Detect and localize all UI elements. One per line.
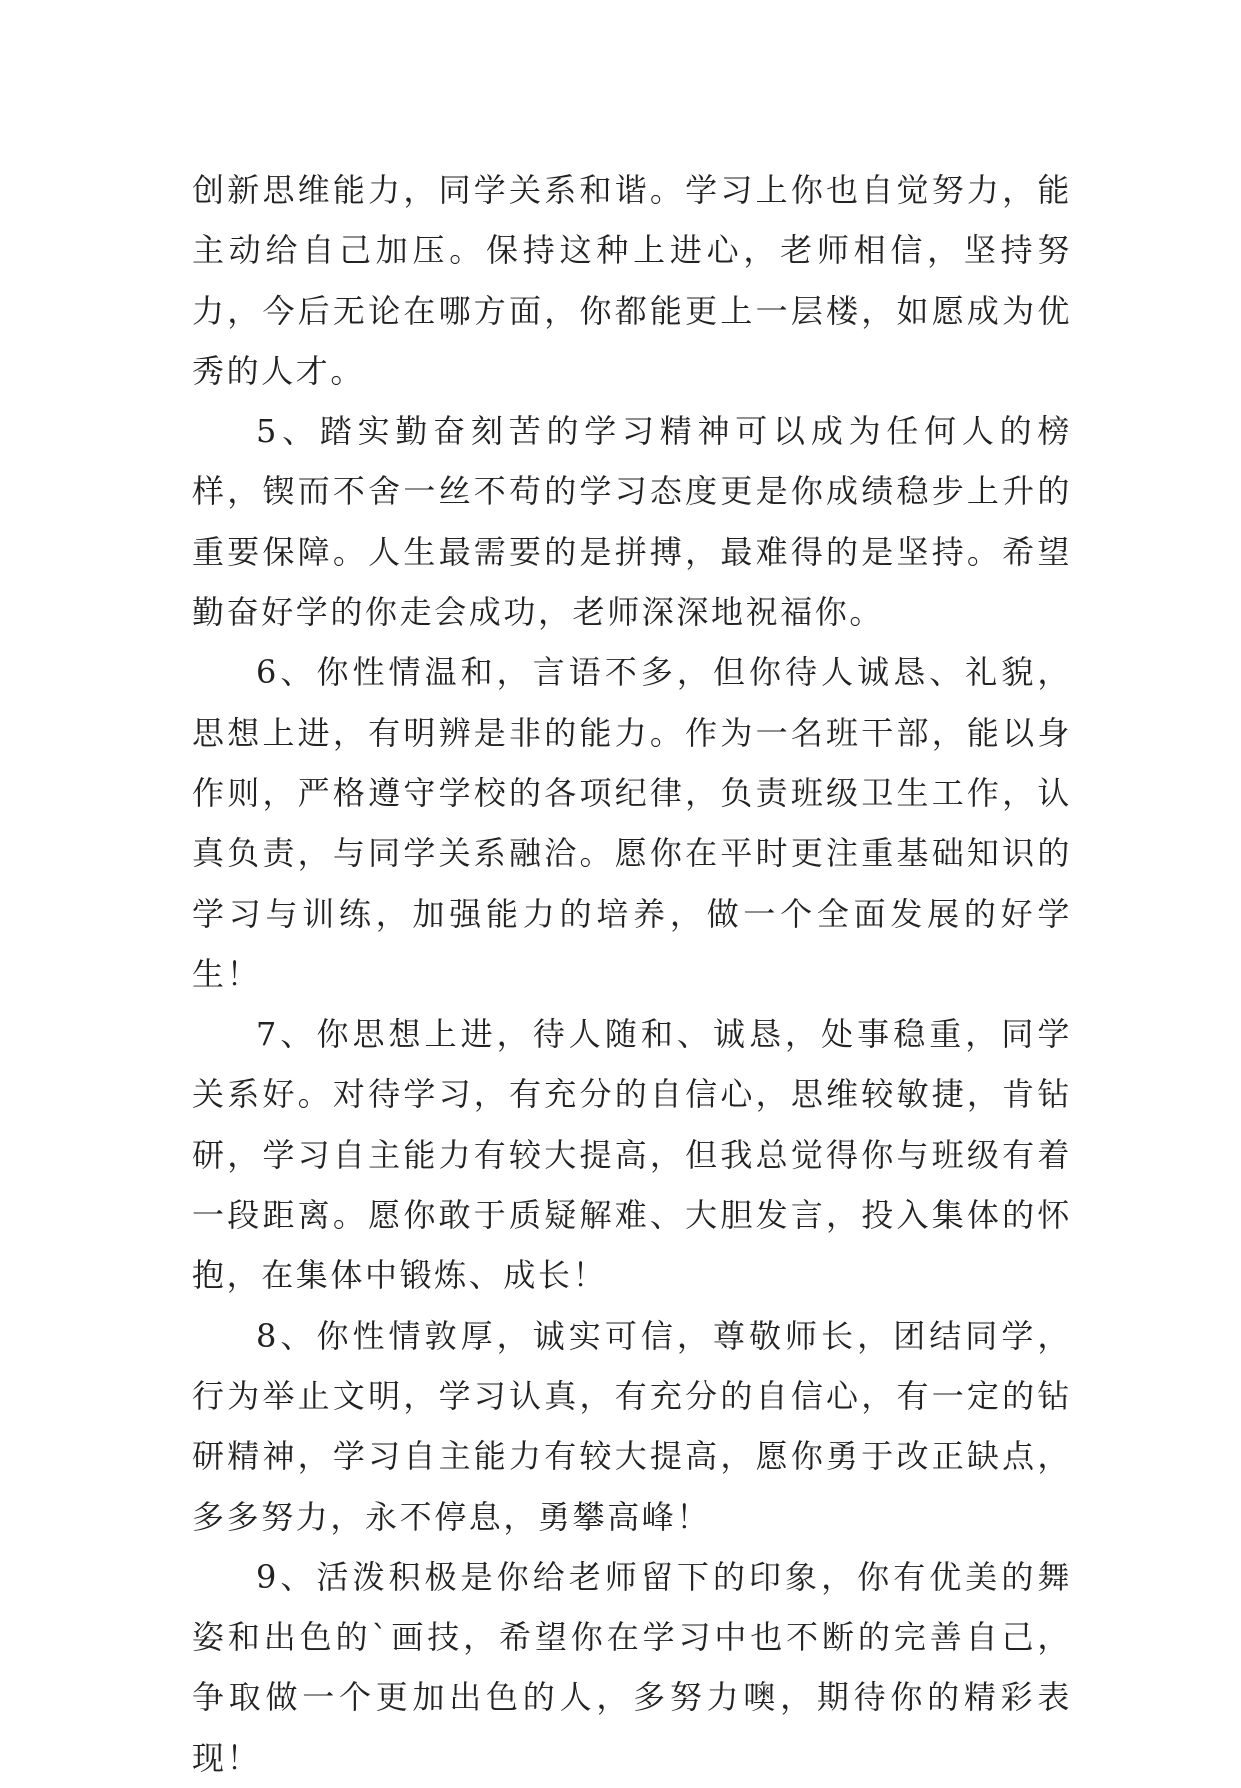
paragraph-8: 8、你性情敦厚，诚实可信，尊敬师长，团结同学，行为举止文明，学习认真，有充分的自信心，有一定的钻研精神，学习自主能力有较大提高，愿你勇于改正缺点，多多努力，永不停息，勇攀高峰！ xyxy=(192,1316,1072,1536)
paragraph-6: 6、你性情温和，言语不多，但你待人诚恳、礼貌，思想上进，有明辨是非的能力。作为一名班干部，能以身作则，严格遵守学校的各项纪律，负责班级卫生工作，认真负责，与同学关系融洽。愿你在平时更注重基础知识的学习与训练，加强能力的培养，做一个全面发展的好学生！ xyxy=(192,653,1072,993)
document-body xyxy=(192,160,1072,1788)
paragraph-5: 5、踏实勤奋刻苦的学习精神可以成为任何人的榜样，锲而不舍一丝不苟的学习态度更是你成绩稳步上升的重要保障。人生最需要的是拼搏，最难得的是坚持。希望勤奋好学的你走会成功，老师深深地祝福你。 xyxy=(192,412,1072,632)
paragraph-9: 9、活泼积极是你给老师留下的印象，你有优美的舞姿和出色的`画技，希望你在学习中也不断的完善自己，争取做一个更加出色的人，多努力噢，期待你的精彩表现！ xyxy=(192,1557,1072,1777)
paragraph-7: 7、你思想上进，待人随和、诚恳，处事稳重，同学关系好。对待学习，有充分的自信心，思维较敏捷，肯钻研，学习自主能力有较大提高，但我总觉得你与班级有着一段距离。愿你敢于质疑解难、大胆发言，投入集体的怀抱，在集体中锻炼、成长！ xyxy=(192,1015,1072,1295)
paragraph-continuation: 创新思维能力，同学关系和谐。学习上你也自觉努力，能主动给自己加压。保持这种上进心，老师相信，坚持努力，今后无论在哪方面，你都能更上一层楼，如愿成为优秀的人才。 xyxy=(192,171,1072,390)
